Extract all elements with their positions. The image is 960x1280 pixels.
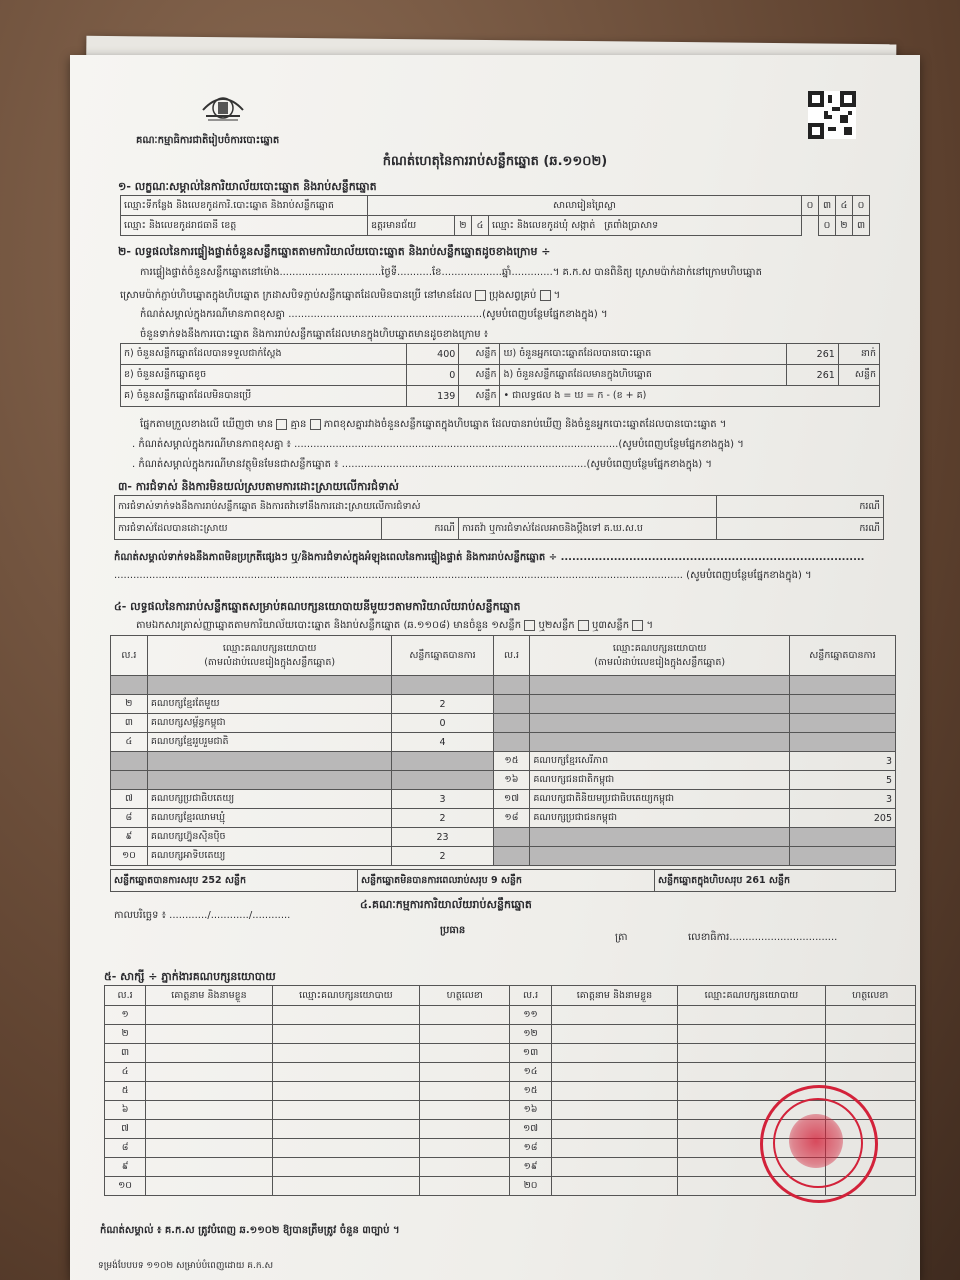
section2-line4: ចំនួនទាក់ទងនឹងការបោះឆ្នោត និងការរាប់សន្លឹកឆ្នោតដែលមានក្នុងហិបឆ្នោតមានដូចខាងក្រោម ៖ — [140, 329, 489, 340]
party-votes-cell: 4 — [392, 733, 493, 752]
section2-heading: ២- លទ្ធផលនៃការផ្ទៀងផ្ទាត់ចំនួនសន្លឹកឆ្នោតតាមការិយាល័យបោះឆ្នោត និងរាប់សន្លឹកឆ្នោតដូចខាងក្រោម ÷ — [118, 245, 551, 258]
party-no-cell — [493, 828, 530, 847]
party-party-cell — [530, 714, 789, 733]
witness-blank-cell — [272, 1101, 419, 1120]
witness-blank-cell — [551, 1139, 678, 1158]
witness-no-cell: ១៧ — [510, 1120, 551, 1139]
location-label: ឈ្មោះទីកន្លែង និងលេខកូដការិ.បោះឆ្នោត និងរាប់សន្លឹកឆ្នោត — [121, 196, 368, 216]
witness-no-cell: ៨ — [105, 1139, 146, 1158]
witness-no-cell: ១០ — [105, 1177, 146, 1196]
party-party-cell — [147, 752, 392, 771]
witness-blank-cell — [272, 1006, 419, 1025]
province-label: ឈ្មោះ និងលេខកូដរាជធានី ខេត្ត — [121, 216, 368, 236]
section2-line2: ស្រោមប៉ាក់ភ្ជាប់ហិបឆ្នោតក្នុងហិបឆ្នោត ក្រដាសបិទភ្ជាប់សន្លឹកឆ្នោតដែលមិនបានប្រើ នៅមានដែល ប្រុងសព្វគ្រប់ ។ — [120, 290, 561, 301]
section3-note: កំណត់សម្គាល់ទាក់ទងនឹងភាពមិនប្រក្រតីផ្សេងៗ ឬ/និងការជំទាស់ក្នុងអំឡុងពេលនៃការផ្ទៀងផ្ទាត់ និងការរាប់សន្លឹកឆ្នោត ÷ ................................................................................ — [114, 552, 865, 563]
party-row — [111, 771, 896, 790]
party-party-cell: គណបក្សខ្មែរតែមួយ — [147, 695, 392, 714]
witness-blank-cell — [272, 1177, 419, 1196]
party-row — [111, 828, 896, 847]
party-no-cell: ៣ — [111, 714, 148, 733]
witness-blank-cell — [272, 1044, 419, 1063]
witness-blank-cell — [825, 1044, 915, 1063]
section2-line3: កំណត់សម្គាល់ក្នុងករណីមានភាពខុសគ្នា .............................................................(សូមបំពេញបន្ថែមផ្នែកខាងក្នុង) ។ — [140, 309, 608, 320]
section2-line6: . កំណត់សម្គាល់ក្នុងករណីមានភាពខុសគ្នា ៖ ......................................................................................................(សូមបំពេញបន្ថែមផ្នែកខាងក្នុង) ។ — [132, 439, 744, 450]
party-row — [111, 714, 896, 733]
witness-blank-cell — [146, 1120, 273, 1139]
witness-blank-cell — [146, 1177, 273, 1196]
witness-blank-cell — [551, 1063, 678, 1082]
witness-blank-cell — [420, 1120, 510, 1139]
witness-no-cell: ២ — [105, 1025, 146, 1044]
witness-row — [105, 1063, 916, 1082]
party-no-cell — [493, 847, 530, 866]
member-label: ត្រា — [615, 932, 628, 943]
witness-no-cell: ៣ — [105, 1044, 146, 1063]
witness-row — [105, 1025, 916, 1044]
received-count: 400 — [407, 344, 459, 365]
commission-name: គណៈកម្មាធិការជាតិរៀបចំការបោះឆ្នោត — [136, 135, 280, 146]
witness-blank-cell — [420, 1177, 510, 1196]
witness-no-cell: ១ — [105, 1006, 146, 1025]
party-votes-cell — [789, 714, 895, 733]
section2-line5: ផ្នែកតាមក្រួលខាងលើ ឃើញថា មាន គ្មាន ភាពខុសគ្នារវាងចំនួនសន្លឹកឆ្នោតក្នុងហិបឆ្នោត ដែលបានរាប់ឃើញ និងចំនួនអ្នកបោះឆ្នោតដែលបានបោះឆ្នោត ។ — [140, 419, 727, 430]
witness-blank-cell — [551, 1120, 678, 1139]
party-results-table: ល.រ ឈ្មោះគណបក្សនយោបាយ (តាមលំដាប់លេខរៀងក្នុងសន្លឹកឆ្នោត) សន្លឹកឆ្នោតបានការ ល.រ ឈ្មោះគណបក្សនយោបាយ (តាមលំដាប់លេខរៀងក្នុងសន្លឹកឆ្នោត) សន្លឹកឆ្នោតបានការ ២ គណបក្សខ្មែរតែមួយ 2 ៣ គណបក្សសម្ព័ន្ធកម្ពុជា 0 ៤ គណបក្សខ្មែររួបរួមជាតិ 4 ១៥ គណបក្សខ្មែរសេរីភាព 3 ១៦ គណបក្សជនជាតិកម្ពុជា 5 ៧ គណបក្សប្រជាធិបតេយ្យ 3 ១៧ គណបក្សជាតិនិយមប្រជាធិបតេយ្យកម្ពុជា 3 ៨ គណបក្សខ្មែរឈាមឃ្មុំ 2 ១៨ គណបក្សប្រជាជនកម្ពុជា 205 ៩ គណបក្សហ្វ៊ុនស៊ិនប៉ិច 23 ១០ គណបក្សអាទិបតេយ្យ 2 — [110, 635, 896, 866]
witness-blank-cell — [420, 1063, 510, 1082]
witness-no-cell: ១៨ — [510, 1139, 551, 1158]
party-no-cell: ១៨ — [493, 809, 530, 828]
checkbox-1-sheet[interactable] — [524, 620, 535, 631]
witness-no-cell: ៩ — [105, 1158, 146, 1177]
witness-blank-cell — [825, 1006, 915, 1025]
witness-no-cell: ២០ — [510, 1177, 551, 1196]
party-no-cell: ១៦ — [493, 771, 530, 790]
spoiled-count: 0 — [407, 365, 459, 386]
party-party-cell — [147, 676, 392, 695]
witness-row — [105, 1006, 916, 1025]
witness-blank-cell — [678, 1025, 825, 1044]
party-votes-cell — [789, 695, 895, 714]
party-votes-cell: 23 — [392, 828, 493, 847]
form-title: កំណត់ហេតុនៃការរាប់សន្លឹកឆ្នោត (ឆ.១១០២) — [382, 154, 608, 169]
footer-note: កំណត់សម្គាល់ ៖ គ.ក.ស ត្រូវបំពេញ ឆ.១១០២ ឱ្យបានត្រឹមត្រូវ ចំនួន ៣ច្បាប់ ។ — [100, 1225, 400, 1236]
witness-blank-cell — [678, 1063, 825, 1082]
witness-blank-cell — [825, 1063, 915, 1082]
witness-blank-cell — [146, 1139, 273, 1158]
footer-code: ទម្រង់បែបបទ ១១០២ សម្រាប់បំពេញដោយ គ.ក.ស — [98, 1261, 274, 1271]
party-party-cell — [530, 676, 789, 695]
party-votes-cell: 2 — [392, 695, 493, 714]
witness-blank-cell — [420, 1158, 510, 1177]
witness-blank-cell — [420, 1139, 510, 1158]
red-seal-stamp — [760, 1085, 878, 1203]
witness-blank-cell — [551, 1006, 678, 1025]
party-row — [111, 676, 896, 695]
party-votes-cell — [789, 733, 895, 752]
party-row — [111, 752, 896, 771]
witness-blank-cell — [146, 1063, 273, 1082]
party-party-cell: គណបក្សជាតិនិយមប្រជាធិបតេយ្យកម្ពុជា — [530, 790, 789, 809]
witness-blank-cell — [420, 1025, 510, 1044]
witness-no-cell: ១១ — [510, 1006, 551, 1025]
witness-no-cell: ១៦ — [510, 1101, 551, 1120]
party-votes-cell — [392, 752, 493, 771]
secretary-label: លេខាធិការ.................................. — [688, 932, 838, 943]
party-party-cell: គណបក្សខ្មែរឈាមឃ្មុំ — [147, 809, 392, 828]
party-party-cell — [530, 695, 789, 714]
witness-blank-cell — [272, 1158, 419, 1177]
party-party-cell — [147, 771, 392, 790]
party-no-cell: ១៥ — [493, 752, 530, 771]
party-party-cell: គណបក្សប្រជាធិបតេយ្យ — [147, 790, 392, 809]
party-no-cell: ៨ — [111, 809, 148, 828]
party-votes-cell: 5 — [789, 771, 895, 790]
party-no-cell: ៩ — [111, 828, 148, 847]
witness-blank-cell — [272, 1139, 419, 1158]
total-invalid: សន្លឹកឆ្នោតមិនបានការពេលរាប់សរុប 9 សន្លឹក — [358, 870, 655, 892]
party-votes-cell: 0 — [392, 714, 493, 733]
witness-no-cell: ១៤ — [510, 1063, 551, 1082]
qr-code-icon — [808, 91, 856, 139]
section1-heading: ១- លក្ខណៈសម្គាល់នៃការិយាល័យបោះឆ្នោត និងរាប់សន្លឹកឆ្នោត — [118, 180, 377, 193]
party-votes-cell: 3 — [392, 790, 493, 809]
witness-blank-cell — [678, 1006, 825, 1025]
party-no-cell — [493, 714, 530, 733]
party-votes-cell — [392, 676, 493, 695]
witness-row — [105, 1044, 916, 1063]
witness-blank-cell — [146, 1101, 273, 1120]
section3-note2: ................................................................................................................................................................................... (សូមបំពេញបន្ថែមផ្នែកខាងក្នុង) ។ — [114, 570, 812, 581]
checkbox-diff-no[interactable] — [310, 419, 321, 430]
party-votes-cell — [789, 676, 895, 695]
checkbox-has[interactable] — [475, 290, 486, 301]
unused-count: 139 — [407, 386, 459, 407]
total-valid: សន្លឹកឆ្នោតបានការសរុប 252 សន្លឹក — [111, 870, 358, 892]
witness-blank-cell — [146, 1158, 273, 1177]
party-votes-cell: 2 — [392, 809, 493, 828]
party-party-cell: គណបក្សជនជាតិកម្ពុជា — [530, 771, 789, 790]
signature-heading: ៤.គណៈកម្មការការិយាល័យរាប់សន្លឹកឆ្នោត — [360, 898, 532, 911]
checkbox-complete[interactable] — [540, 290, 551, 301]
voters-count: 261 — [786, 344, 838, 365]
party-row — [111, 790, 896, 809]
witness-no-cell: ១៥ — [510, 1082, 551, 1101]
witness-blank-cell — [551, 1158, 678, 1177]
witness-blank-cell — [825, 1025, 915, 1044]
party-party-cell — [530, 828, 789, 847]
witness-blank-cell — [146, 1044, 273, 1063]
party-no-cell: ៤ — [111, 733, 148, 752]
party-votes-cell: 2 — [392, 847, 493, 866]
party-votes-cell: 3 — [789, 752, 895, 771]
party-party-cell: គណបក្សអាទិបតេយ្យ — [147, 847, 392, 866]
party-no-cell: ២ — [111, 695, 148, 714]
party-no-cell — [493, 676, 530, 695]
totals-table — [110, 869, 896, 892]
witness-table: ល.រ គោត្តនាម និងនាមខ្លួន ឈ្មោះគណបក្សនយោបាយ ហត្ថលេខា ល.រ គោត្តនាម និងនាមខ្លួន ឈ្មោះគណបក្សនយោបាយ ហត្ថលេខា ១ ១១ ២ ១២ ៣ ១៣ ៤ ១៤ ៥ ១៥ ៦ ១៦ ៧ ១៧ ៨ ១៨ ៩ ១៩ ១០ ២០ — [104, 985, 916, 1196]
witness-blank-cell — [146, 1082, 273, 1101]
witness-blank-cell — [272, 1082, 419, 1101]
checkbox-diff-yes[interactable] — [276, 419, 287, 430]
witness-blank-cell — [420, 1101, 510, 1120]
party-no-cell: ១៧ — [493, 790, 530, 809]
witness-no-cell: ៦ — [105, 1101, 146, 1120]
witness-no-cell: ៧ — [105, 1120, 146, 1139]
witness-blank-cell — [551, 1025, 678, 1044]
ballot-box-count: 261 — [786, 365, 838, 386]
section1-table: ឈ្មោះទីកន្លែង និងលេខកូដការិ.បោះឆ្នោត និងរាប់សន្លឹកឆ្នោត សាលារៀនព្រៃស្លា ០ ៣ ៤ ០ ឈ្មោះ និងលេខកូដរាជធានី ខេត្ត ឧត្តរមានជ័យ ២ ៤ ឈ្មោះ និងលេខកូដឃុំ សង្កាត់ ត្រពាំងប្រាសាទ ០ ២ ៣ — [120, 195, 870, 236]
party-row — [111, 809, 896, 828]
nec-logo-icon — [198, 80, 248, 130]
section3-table: ការជំទាស់ទាក់ទងនឹងការរាប់សន្លឹកឆ្នោត និងការតវ៉ាទៅនឹងការដោះស្រាយលើការជំទាស់ ករណី ការជំទាស់ដែលបានដោះស្រាយ ករណី ការតវ៉ា ឬការជំទាស់ដែលអាចនិងប្តឹងទៅ គ.ឃ.ស.ប ករណី — [114, 495, 884, 540]
checkbox-3-sheet[interactable] — [632, 620, 643, 631]
date-field: កាលបរិច្ឆេទ ៖ ............/............/............ — [114, 910, 291, 921]
commune-label: ឈ្មោះ និងលេខកូដឃុំ សង្កាត់ ត្រពាំងប្រាសាទ — [489, 216, 802, 236]
chair-label: ប្រធាន — [440, 925, 466, 936]
total-all: សន្លឹកឆ្នោតក្នុងហិបសរុប 261 សន្លឹក — [655, 870, 896, 892]
witness-blank-cell — [146, 1025, 273, 1044]
party-votes-cell: 205 — [789, 809, 895, 828]
witness-blank-cell — [551, 1082, 678, 1101]
party-party-cell: គណបក្សខ្មែរសេរីភាព — [530, 752, 789, 771]
party-no-cell — [111, 771, 148, 790]
witness-blank-cell — [420, 1006, 510, 1025]
party-party-cell: គណបក្សសម្ព័ន្ធកម្ពុជា — [147, 714, 392, 733]
witness-blank-cell — [551, 1101, 678, 1120]
party-no-cell: ១០ — [111, 847, 148, 866]
party-party-cell: គណបក្សខ្មែររួបរួមជាតិ — [147, 733, 392, 752]
witness-blank-cell — [678, 1044, 825, 1063]
party-row — [111, 847, 896, 866]
witness-no-cell: ១២ — [510, 1025, 551, 1044]
province-value: ឧត្តរមានជ័យ — [368, 216, 455, 236]
witness-blank-cell — [551, 1177, 678, 1196]
party-row — [111, 695, 896, 714]
witness-no-cell: ១៩ — [510, 1158, 551, 1177]
party-row — [111, 733, 896, 752]
section2-count-table: ក) ចំនួនសន្លឹកឆ្នោតដែលបានទទួលជាក់ស្តែង 400 សន្លឹក ឃ) ចំនួនអ្នកបោះឆ្នោតដែលបានបោះឆ្នោត 261 នាក់ ខ) ចំនួនសន្លឹកឆ្នោតខូច 0 សន្លឹក ង) ចំនួនសន្លឹកឆ្នោតដែលមានក្នុងហិបឆ្នោត 261 សន្លឹក គ) ចំនួនសន្លឹកឆ្នោតដែលមិនបានប្រើ 139 សន្លឹក • ជាលទ្ធផល ង = ឃ = ក - (ខ + គ) — [120, 343, 880, 407]
witness-no-cell: ៥ — [105, 1082, 146, 1101]
party-no-cell — [111, 676, 148, 695]
party-votes-cell — [789, 828, 895, 847]
party-no-cell: ៧ — [111, 790, 148, 809]
witness-no-cell: ១៣ — [510, 1044, 551, 1063]
party-party-cell: គណបក្សហ្វ៊ុនស៊ិនប៉ិច — [147, 828, 392, 847]
party-party-cell — [530, 847, 789, 866]
party-no-cell — [493, 695, 530, 714]
witness-no-cell: ៤ — [105, 1063, 146, 1082]
party-votes-cell — [789, 847, 895, 866]
section3-heading: ៣- ការជំទាស់ និងការមិនយល់ស្របតាមការដោះស្រាយលើការជំទាស់ — [118, 480, 399, 493]
witness-blank-cell — [420, 1044, 510, 1063]
witness-blank-cell — [420, 1082, 510, 1101]
witness-blank-cell — [551, 1044, 678, 1063]
section2-line1: ការផ្ទៀងផ្ទាត់ចំនួនសន្លឹកឆ្នោតនៅម៉ោង................................ថ្ងៃទី...........ខែ...................ឆ្នាំ.............។ គ.ក.ស បានពិនិត្យ ស្រោមប៉ាក់ដាក់នៅក្រោមហិបឆ្នោត — [140, 267, 762, 278]
party-party-cell — [530, 733, 789, 752]
witness-blank-cell — [146, 1006, 273, 1025]
location-value: សាលារៀនព្រៃស្លា — [368, 196, 802, 216]
checkbox-2-sheet[interactable] — [578, 620, 589, 631]
witness-blank-cell — [272, 1063, 419, 1082]
witness-blank-cell — [272, 1025, 419, 1044]
section2-line7: . កំណត់សម្គាល់ក្នុងករណីមានវត្ថុមិនមែនជាសន្លឹកឆ្នោត ៖ .............................................................................(សូមបំពេញបន្ថែមផ្នែកខាងក្នុង) ។ — [132, 459, 712, 470]
party-party-cell: គណបក្សប្រជាជនកម្ពុជា — [530, 809, 789, 828]
section4-heading: ៤- លទ្ធផលនៃការរាប់សន្លឹកឆ្នោតសម្រាប់គណបក្សនយោបាយនីមួយៗតាមការិយាល័យរាប់សន្លឹកឆ្នោត — [114, 600, 521, 613]
party-votes-cell: 3 — [789, 790, 895, 809]
witness-blank-cell — [272, 1120, 419, 1139]
party-no-cell — [111, 752, 148, 771]
section5-heading: ៥- សាក្សី ÷ ភ្នាក់ងារគណបក្សនយោបាយ — [104, 970, 276, 983]
party-votes-cell — [392, 771, 493, 790]
party-no-cell — [493, 733, 530, 752]
section4-sub: តាមឯកសារត្រាស់ញ្ញាឆ្នោតតាមការិយាល័យបោះឆ្នោត និងរាប់សន្លឹកឆ្នោត (ឆ.១១០៨) មានចំនួន ១សន្លឹក ឬ២សន្លឹក ឬ៣សន្លឹក ។ — [136, 620, 654, 631]
